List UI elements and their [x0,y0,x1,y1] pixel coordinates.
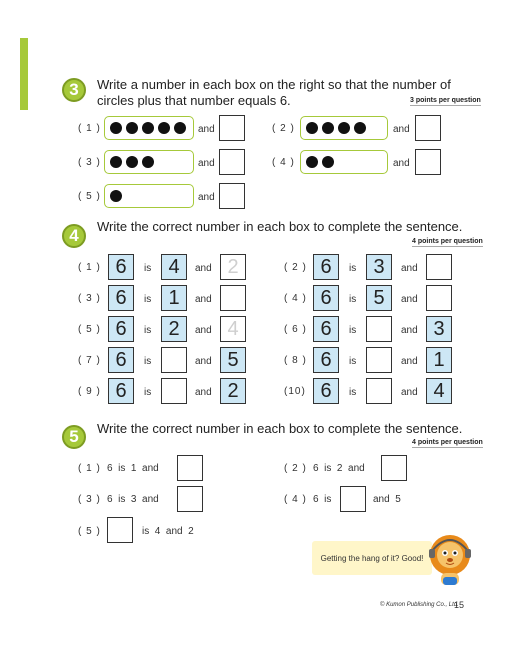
s4-item6-is: is [349,325,357,336]
circle-dot [354,122,366,134]
s4-item8-label: ( 8 ) [284,355,307,366]
s4-item3-whole: 6 [108,285,134,311]
section-3-instruction-line1: Write a number in each box on the right so that the number of [97,77,451,92]
s5-item1-answer-box[interactable] [177,455,203,481]
s5-item4-label: ( 4 ) [284,494,307,505]
s3-item2-answer-box[interactable] [415,115,441,141]
s3-item2-and: and [393,124,410,135]
s4-item5-is: is [144,325,152,336]
circle-dot [110,156,122,168]
s4-item1-part2-traced[interactable]: 2 [220,254,246,280]
s5-item4-text-after: and 5 [373,494,401,505]
s4-item10-whole: 6 [313,378,339,404]
s3-item1-circles [104,116,194,140]
s4-item6-answer-box[interactable] [366,316,392,342]
speech-bubble: Getting the hang of it? Good! [312,541,432,575]
s3-item3-answer-box[interactable] [219,149,245,175]
s4-item1-whole: 6 [108,254,134,280]
s3-item1-and: and [198,124,215,135]
s4-item6-whole: 6 [313,316,339,342]
s4-item9-answer-box[interactable] [161,378,187,404]
s3-item4-label: ( 4 ) [272,157,295,168]
s4-item9-label: ( 9 ) [78,386,101,397]
circle-dot [110,190,122,202]
section-3-badge: 3 [62,78,86,102]
s5-item5-text-after: is 4 and 2 [142,526,194,537]
s4-item10-label: (10) [284,386,306,397]
s4-item3-is: is [144,294,152,305]
s3-item5-label: ( 5 ) [78,191,101,202]
s4-item3-label: ( 3 ) [78,293,101,304]
section-4-points: 4 points per question [412,238,483,245]
s3-item4-and: and [393,158,410,169]
s4-item8-and: and [401,356,418,367]
section-5-badge: 5 [62,425,86,449]
s4-item8-is: is [349,356,357,367]
s4-item6-and: and [401,325,418,336]
circle-dot [126,156,138,168]
s4-item5-and: and [195,325,212,336]
s4-item7-part2: 5 [220,347,246,373]
s4-item2-whole: 6 [313,254,339,280]
s4-item1-label: ( 1 ) [78,262,101,273]
s4-item2-and: and [401,263,418,274]
s4-item2-label: ( 2 ) [284,262,307,273]
s4-item7-label: ( 7 ) [78,355,101,366]
s4-item7-and: and [195,356,212,367]
s4-item9-whole: 6 [108,378,134,404]
s5-item4-answer-box[interactable] [340,486,366,512]
s3-item3-label: ( 3 ) [78,157,101,168]
s4-item5-label: ( 5 ) [78,324,101,335]
s5-item2-answer-box[interactable] [381,455,407,481]
s4-item5-whole: 6 [108,316,134,342]
s4-item7-answer-box[interactable] [161,347,187,373]
s4-item3-part1: 1 [161,285,187,311]
s4-item10-answer-box[interactable] [366,378,392,404]
circle-dot [306,122,318,134]
s5-item3-label: ( 3 ) [78,494,101,505]
s4-item10-is: is [349,387,357,398]
s4-item5-part2-traced[interactable]: 4 [220,316,246,342]
s4-item1-and: and [195,263,212,274]
circle-dot [322,122,334,134]
s3-item5-answer-box[interactable] [219,183,245,209]
circle-dot [142,156,154,168]
s4-item8-whole: 6 [313,347,339,373]
circle-dot [110,122,122,134]
s3-item3-and: and [198,158,215,169]
lion-mascot-icon [424,533,476,589]
s4-item4-and: and [401,294,418,305]
s5-item2-text: 6 is 2 and [313,463,365,474]
circle-dot [306,156,318,168]
s5-item4-text-before: 6 is [313,494,332,505]
circle-dot [174,122,186,134]
s4-item1-part1: 4 [161,254,187,280]
s4-item7-is: is [144,356,152,367]
s4-item4-answer-box[interactable] [426,285,452,311]
section-4-instruction: Write the correct number in each box to complete the sentence. [97,219,463,234]
section-3-points: 3 points per question [410,97,481,104]
s5-item1-label: ( 1 ) [78,463,101,474]
s3-item3-circles [104,150,194,174]
circle-dot [322,156,334,168]
s4-item2-answer-box[interactable] [426,254,452,280]
s3-item2-circles [300,116,388,140]
s4-item3-and: and [195,294,212,305]
s4-item2-is: is [349,263,357,274]
chapter-bar [20,38,28,110]
section-3-instruction-line2: circles plus that number equals 6. [97,93,291,108]
s4-item5-part1: 2 [161,316,187,342]
circle-dot [142,122,154,134]
s3-item5-and: and [198,192,215,203]
s4-item6-part2: 3 [426,316,452,342]
s4-item4-label: ( 4 ) [284,293,307,304]
s4-item4-part1: 5 [366,285,392,311]
section-5-instruction: Write the correct number in each box to complete the sentence. [97,421,463,436]
s4-item3-answer-box[interactable] [220,285,246,311]
section-4-badge: 4 [62,224,86,248]
s4-item9-and: and [195,387,212,398]
s4-item2-part1: 3 [366,254,392,280]
s4-item9-is: is [144,387,152,398]
s5-item2-label: ( 2 ) [284,463,307,474]
s5-item5-answer-box[interactable] [107,517,133,543]
s4-item8-part2: 1 [426,347,452,373]
s4-item4-is: is [349,294,357,305]
s5-item3-answer-box[interactable] [177,486,203,512]
s3-item4-answer-box[interactable] [415,149,441,175]
s4-item4-whole: 6 [313,285,339,311]
circle-dot [126,122,138,134]
s5-item5-label: ( 5 ) [78,526,101,537]
s3-item5-circles [104,184,194,208]
s5-item1-text: 6 is 1 and [107,463,159,474]
section-5-points: 4 points per question [412,439,483,446]
copyright: © Kumon Publishing Co., Ltd. [380,602,459,608]
s4-item7-whole: 6 [108,347,134,373]
s4-item10-part2: 4 [426,378,452,404]
s3-item1-answer-box[interactable] [219,115,245,141]
circle-dot [338,122,350,134]
s3-item4-circles [300,150,388,174]
circle-dot [158,122,170,134]
s4-item6-label: ( 6 ) [284,324,307,335]
page-number: 15 [454,600,465,610]
s4-item9-part2: 2 [220,378,246,404]
s4-item8-answer-box[interactable] [366,347,392,373]
s4-item10-and: and [401,387,418,398]
s5-item3-text: 6 is 3 and [107,494,159,505]
s3-item2-label: ( 2 ) [272,123,295,134]
s3-item1-label: ( 1 ) [78,123,101,134]
s4-item1-is: is [144,263,152,274]
